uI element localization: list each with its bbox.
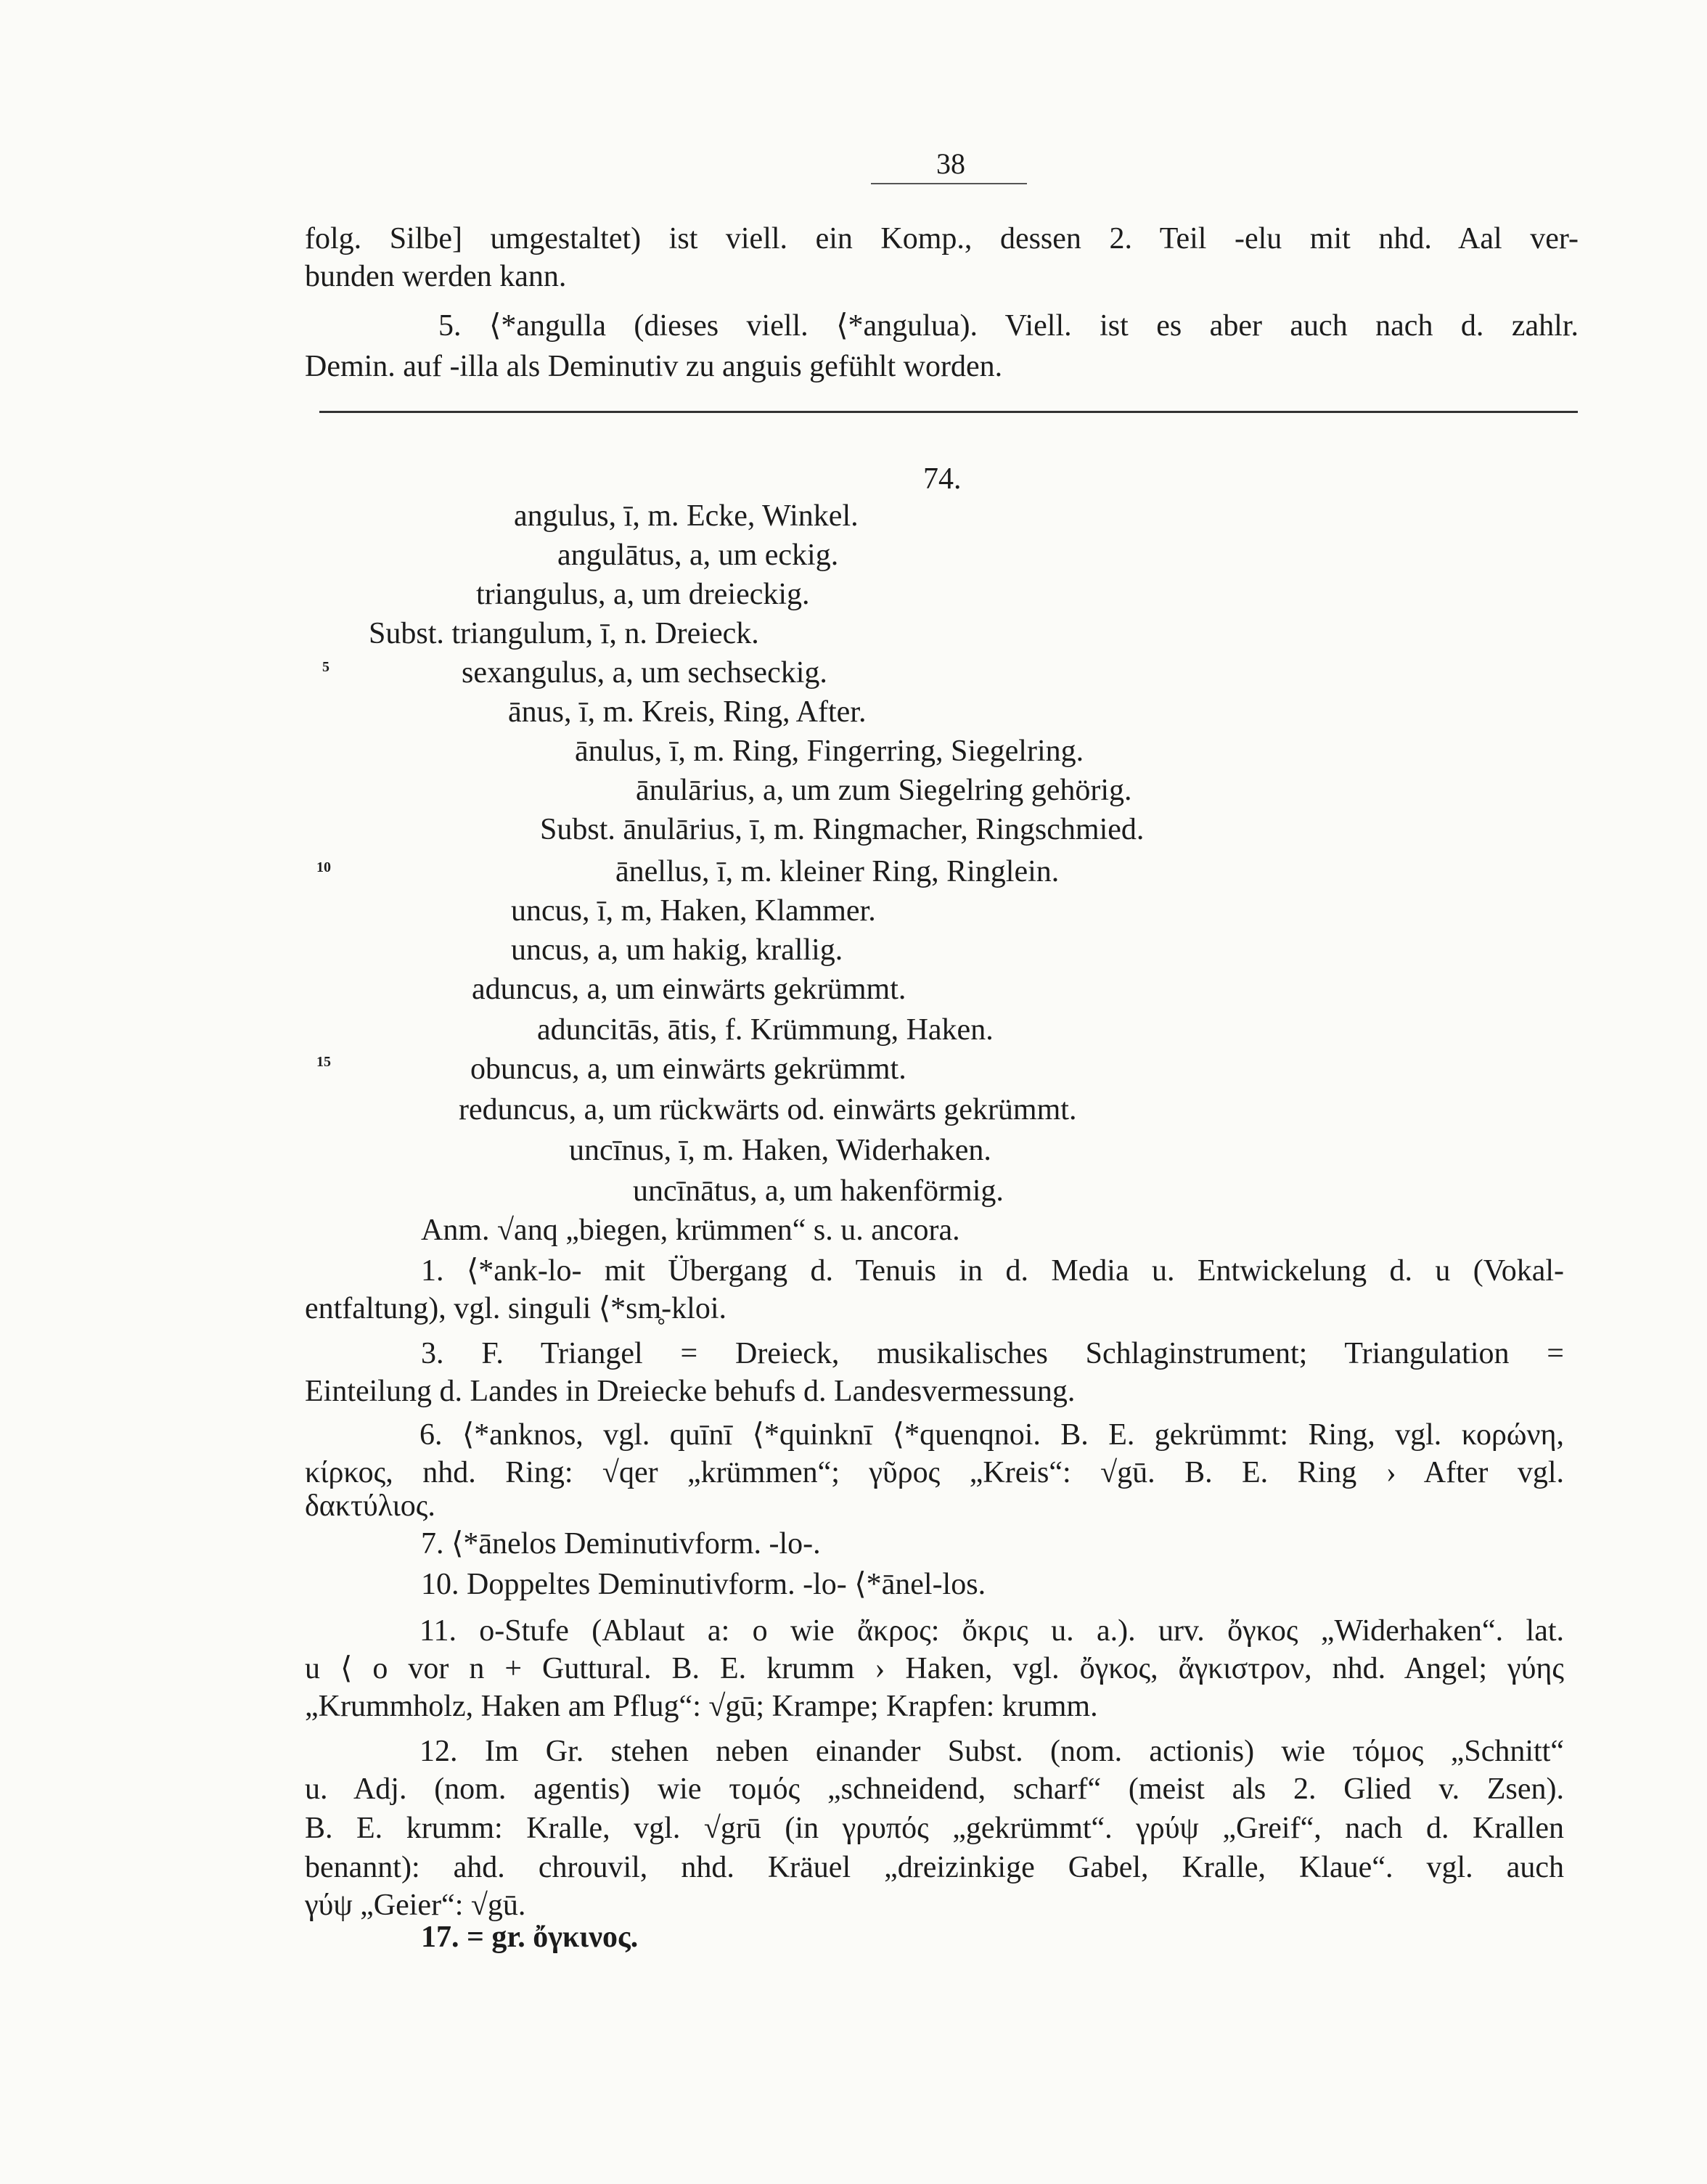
text-line: bunden werden kann. — [305, 260, 567, 293]
entry: ānellus, ī, m. kleiner Ring, Ringlein. — [615, 855, 1060, 888]
entry: reduncus, a, um rückwärts od. einwärts gekrümmt. — [459, 1093, 1077, 1126]
note-line: 1. ⟨*ank-lo- mit Übergang d. Tenuis in d. Media u. Entwickelung d. u (Vokal- — [421, 1254, 1564, 1288]
entry: sexangulus, a, um sechseckig. — [462, 656, 827, 690]
margin-line-number: 10 — [316, 859, 331, 875]
entry: uncīnus, ī, m. Haken, Widerhaken. — [569, 1134, 991, 1167]
entry: aduncus, a, um einwärts gekrümmt. — [472, 973, 906, 1006]
entry: uncus, ī, m, Haken, Klammer. — [511, 894, 876, 928]
entry: Subst. ānulārius, ī, m. Ringmacher, Ringschmied. — [540, 813, 1145, 846]
entry: triangulus, a, um dreieckig. — [476, 578, 810, 611]
note-line: „Krummholz, Haken am Pflug“: √gū; Krampe; Krapfen: krumm. — [305, 1690, 1098, 1723]
margin-line-number: 5 — [322, 659, 329, 675]
margin-line-number: 15 — [316, 1054, 331, 1070]
note-line: δακτύλιος. — [305, 1489, 435, 1523]
page-number-rule — [871, 183, 1027, 184]
entry: angulātus, a, um eckig. — [557, 539, 839, 572]
note-line: B. E. krumm: Kralle, vgl. √grū (in γρυπός „gekrümmt“. γρύψ „Greif“, nach d. Krallen — [305, 1812, 1564, 1845]
note-line: 11. o-Stufe (Ablaut a: o wie ἄκρος: ὄκρις u. a.). urv. ὄγκος „Widerhaken“. lat. — [419, 1614, 1564, 1648]
entry: angulus, ī, m. Ecke, Winkel. — [514, 499, 859, 533]
entry: ānus, ī, m. Kreis, Ring, After. — [508, 695, 867, 729]
note-line: benannt): ahd. chrouvil, nhd. Kräuel „dreizinkige Gabel, Kralle, Klaue“. vgl. auch — [305, 1851, 1564, 1884]
entry: aduncitās, ātis, f. Krümmung, Haken. — [537, 1013, 994, 1047]
entry: uncus, a, um hakig, krallig. — [511, 933, 843, 967]
note-line: u. Adj. (nom. agentis) wie τομός „schneidend, scharf“ (meist als 2. Glied v. Zsen). — [305, 1772, 1564, 1806]
entry: ānulus, ī, m. Ring, Fingerring, Siegelring. — [575, 735, 1084, 768]
entry: obuncus, a, um einwärts gekrümmt. — [470, 1052, 906, 1086]
note-line: entfaltung), vgl. singuli ⟨*sm̥-kloi. — [305, 1292, 727, 1325]
note-line: 6. ⟨*anknos, vgl. quīnī ⟨*quinknī ⟨*quenqnoi. B. E. gekrümmt: Ring, vgl. κορώνη, — [419, 1418, 1564, 1452]
note-line: Anm. √anq „biegen, krümmen“ s. u. ancora. — [421, 1214, 960, 1247]
note-line: κίρκος, nhd. Ring: √qer „krümmen“; γῦρος „Kreis“: √gū. B. E. Ring › After vgl. — [305, 1456, 1564, 1489]
entry: ānulārius, a, um zum Siegelring gehörig. — [636, 774, 1132, 807]
note-line: 7. ⟨*ānelos Deminutivform. -lo-. — [421, 1527, 821, 1561]
text-line: 5. ⟨*angulla (dieses viell. ⟨*angulua). Viell. ist es aber auch nach d. zahlr. — [438, 309, 1579, 343]
section-separator — [319, 411, 1578, 413]
note-line: 17. = gr. ὄγκινος. — [421, 1921, 639, 1954]
entry: uncīnātus, a, um hakenförmig. — [633, 1174, 1004, 1208]
note-line: u ⟨ o vor n + Guttural. B. E. krumm › Haken, vgl. ὄγκος, ἄγκιστρον, nhd. Angel; γύης — [305, 1652, 1564, 1685]
note-line: 10. Doppeltes Deminutivform. -lo- ⟨*ānel-los. — [421, 1568, 986, 1601]
text-line: folg. Silbe] umgestaltet) ist viell. ein Komp., dessen 2. Teil -elu mit nhd. Aal ver- — [305, 222, 1579, 255]
note-line: 12. Im Gr. stehen neben einander Subst. (nom. actionis) wie τόμος „Schnitt“ — [419, 1735, 1564, 1768]
section-number: 74. — [923, 462, 962, 496]
page-number: 38 — [936, 147, 965, 180]
text-line: Demin. auf -illa als Deminutiv zu anguis gefühlt worden. — [305, 350, 1003, 383]
note-line: 3. F. Triangel = Dreieck, musikalisches Schlaginstrument; Triangulation = — [421, 1337, 1564, 1370]
entry: Subst. triangulum, ī, n. Dreieck. — [369, 617, 759, 650]
note-line: γύψ „Geier“: √gū. — [305, 1889, 526, 1922]
note-line: Einteilung d. Landes in Dreiecke behufs d. Landesvermessung. — [305, 1375, 1076, 1408]
